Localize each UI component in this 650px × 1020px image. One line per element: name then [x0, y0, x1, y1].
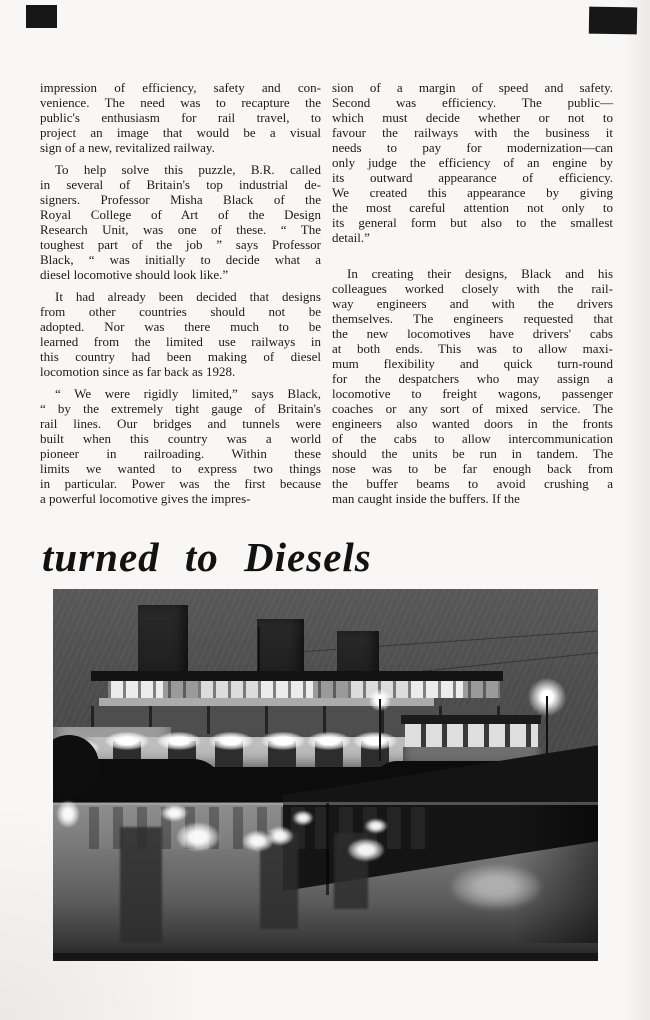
text-line: We created this appearance by giving — [332, 185, 613, 200]
text-line: toughest part of the job ” says Professor — [40, 237, 321, 252]
photo-night-building — [53, 589, 598, 961]
text-line: which must decide whether or not to — [332, 110, 613, 125]
photo-light-reflection — [293, 811, 313, 825]
text-line: at both ends. This was to allow maxi- — [332, 341, 613, 356]
text-line: for the despatchers who may assign a — [332, 371, 613, 386]
photo-light — [261, 732, 305, 750]
photo-light-reflection — [161, 805, 187, 821]
text-line: this country had been making of diesel — [40, 349, 321, 364]
photo-bottom-shadow — [53, 953, 598, 961]
text-line: the buffer beams to avoid crushing a — [332, 476, 613, 491]
text-line: limits we wanted to express two things — [40, 461, 321, 476]
text-line: mum flexibility and quick turn-round — [332, 356, 613, 371]
paragraph — [332, 266, 613, 506]
text-line: in particular. Power was the first because — [40, 476, 321, 491]
paragraph — [40, 80, 321, 155]
text-line: diesel locomotive should look like.” — [40, 267, 229, 282]
text-line: pioneer in railroading. Within these — [40, 446, 321, 461]
text-line: detail.” — [332, 230, 370, 245]
text-line: learned from the limited use railways in — [40, 334, 321, 349]
text-line: In creating their designs, Black and his — [347, 266, 613, 281]
text-line: favour the railways with the business it — [332, 125, 613, 140]
photo-tower — [257, 619, 304, 679]
text-line: signers. Professor Misha Black of the — [40, 192, 321, 207]
photo-roofline — [91, 671, 503, 681]
text-line: rail lines. Our bridges and tunnels were — [40, 416, 321, 431]
photo-light-reflection — [267, 827, 293, 845]
text-line: the new locomotives have drivers' cabs — [332, 326, 613, 341]
text-line: man caught inside the buffers. If the — [332, 491, 520, 506]
text-line: of the cabs to allow intercommunication — [332, 431, 613, 446]
text-line: Black, “ was initially to decide what a — [40, 252, 321, 267]
photo-light-reflection — [348, 839, 384, 861]
text-line: To help solve this puzzle, B.R. called — [55, 162, 321, 177]
text-line: colleagues worked closely with the rail- — [332, 281, 613, 296]
text-line: adopted. Nor was there much to be — [40, 319, 321, 334]
text-line: its outward appearance of efficiency. — [332, 170, 613, 185]
text-line: the most careful attention not only to — [332, 200, 613, 215]
scan-mark-top-right — [589, 7, 637, 35]
photo-streetlamp-pole — [379, 699, 381, 761]
paragraph — [332, 80, 613, 245]
photo-light-reflection — [451, 865, 541, 909]
photo-pole-reflection — [326, 803, 329, 895]
text-line: built when this country was a world — [40, 431, 321, 446]
photo-annex-windows — [405, 724, 538, 747]
text-line: nose was to be far enough back from — [332, 461, 613, 476]
column-left — [40, 80, 321, 506]
text-line: coaches or any sort of mixed service. The — [332, 401, 613, 416]
text-line: only judge the efficiency of an engine by — [332, 155, 613, 170]
photo-light — [307, 732, 351, 750]
photo-tower — [138, 605, 188, 677]
photo-light — [209, 732, 253, 750]
text-line: Royal College of Art of the Design — [40, 207, 321, 222]
photo-light-reflection — [177, 823, 219, 851]
page-headline: turned to Diesels — [42, 534, 372, 580]
photo-annex-roof — [401, 715, 541, 724]
text-line: “ by the extremely tight gauge of Britain's — [40, 401, 321, 416]
photo-light — [105, 732, 149, 750]
text-line: should the units be run in tandem. The — [332, 446, 613, 461]
text-line: way engineers and with the drivers — [332, 296, 613, 311]
photo-light — [353, 732, 397, 750]
text-line: locomotion since as far back as 1928. — [40, 364, 236, 379]
photo-lit-window-ribbon — [108, 681, 500, 698]
paragraph — [40, 162, 321, 282]
text-line: sign of a new, revitalized railway. — [40, 140, 215, 155]
text-line: sion of a margin of speed and safety. — [332, 80, 613, 95]
text-line: from other countries should not be — [40, 304, 321, 319]
paragraph — [40, 289, 321, 379]
text-line: Second was efficiency. The public— — [332, 95, 613, 110]
text-line: needs to pay for modernization—can — [332, 140, 613, 155]
text-line: impression of efficiency, safety and con- — [40, 80, 321, 95]
text-line: “ We were rigidly limited,” says Black, — [55, 386, 321, 401]
photo-light-reflection — [57, 801, 79, 827]
photo-light-reflection — [365, 819, 387, 833]
text-line: Research Unit, was one of these. “ The — [40, 222, 321, 237]
text-line: It had already been decided that designs — [55, 289, 321, 304]
text-line: venience. The need was to recapture the — [40, 95, 321, 110]
photo-light — [157, 732, 201, 750]
text-line: project an image that would be a visual — [40, 125, 321, 140]
text-line: in several of Britain's top industrial de- — [40, 177, 321, 192]
text-line: public's enthusiasm for rail travel, to — [40, 110, 321, 125]
text-line: a powerful locomotive gives the impres- — [40, 491, 251, 506]
paragraph — [40, 386, 321, 506]
text-line: themselves. The engineers requested that — [332, 311, 613, 326]
text-line: its general form but also to the smallest — [332, 215, 613, 230]
photo-tower-reflection — [120, 827, 162, 943]
column-right — [332, 80, 613, 506]
text-line: locomotive to freight wagons, passenger — [332, 386, 613, 401]
text-line: engineers also wanted doors in the fronts — [332, 416, 613, 431]
scan-mark-top-left — [26, 5, 57, 28]
